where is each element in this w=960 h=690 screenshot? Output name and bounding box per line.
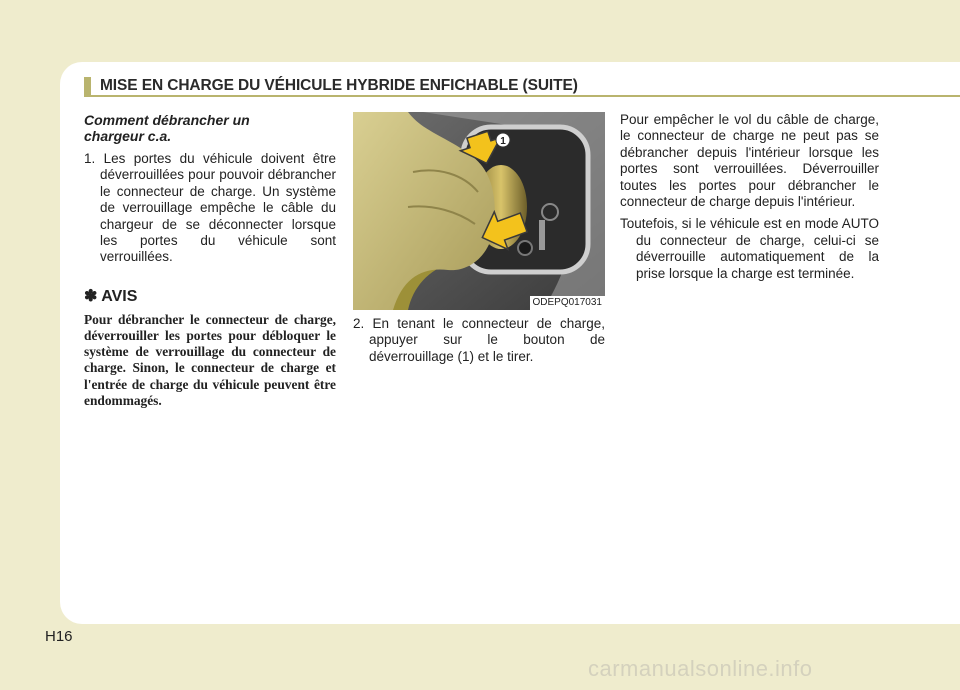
port-socket xyxy=(542,204,558,220)
charging-port-photo xyxy=(353,112,605,310)
port-latch xyxy=(539,220,545,250)
callout-number: 1 xyxy=(500,136,506,147)
right-column xyxy=(620,112,879,282)
notice-icon: ✽ xyxy=(84,287,98,305)
auto-mode-paragraph: Toutefois, si le véhicule est en mode AUTO du connecteur de charge, celui-ci se déverrouille automatiquement de la prise lorsque la charge est terminée. xyxy=(620,216,879,281)
page-number: H16 xyxy=(45,628,73,645)
header-accent-bar xyxy=(84,77,91,95)
step-1: 1. Les portes du véhicule doivent être déverrouillées pour pouvoir débrancher le connecteur de charge. Un système de verrouillage empêche le câble du chargeur de se déconnecter lorsque les portes du véhicule sont verrouillées. xyxy=(84,151,336,265)
header-underline xyxy=(84,95,960,97)
left-column xyxy=(84,112,336,409)
photo-illustration xyxy=(353,112,605,310)
callout-1 xyxy=(496,133,510,147)
port-socket xyxy=(518,241,532,255)
notice-body: Pour débrancher le connecteur de charge, déverrouiller les portes pour débloquer le système de verrouillage du connecteur de charge. Sinon, le connecteur de charge et l'entrée de charge du véhicule peuvent être endommagés. xyxy=(84,311,336,408)
section-header xyxy=(84,77,960,97)
subheading: Comment débrancher un chargeur c.a. xyxy=(84,112,250,144)
theft-prevention-paragraph: Pour empêcher le vol du câble de charge, le connecteur de charge ne peut pas se débrancher depuis l'intérieur lorsque les portes sont verrouillées. Déverrouiller toutes les portes pour débrancher le connecteur de charge depuis l'intérieur. xyxy=(620,112,879,210)
section-title: MISE EN CHARGE DU VÉHICULE HYBRIDE ENFICHABLE (SUITE) xyxy=(100,77,578,94)
middle-column xyxy=(353,112,605,365)
notice-title: AVIS xyxy=(101,287,138,305)
step-2: 2. En tenant le connecteur de charge, appuyer sur le bouton de déverrouillage (1) et le tirer. xyxy=(353,316,605,364)
watermark: carmanualsonline.info xyxy=(588,656,813,681)
photo-code: ODEPQ017031 xyxy=(530,296,606,310)
notice-heading xyxy=(84,286,336,306)
